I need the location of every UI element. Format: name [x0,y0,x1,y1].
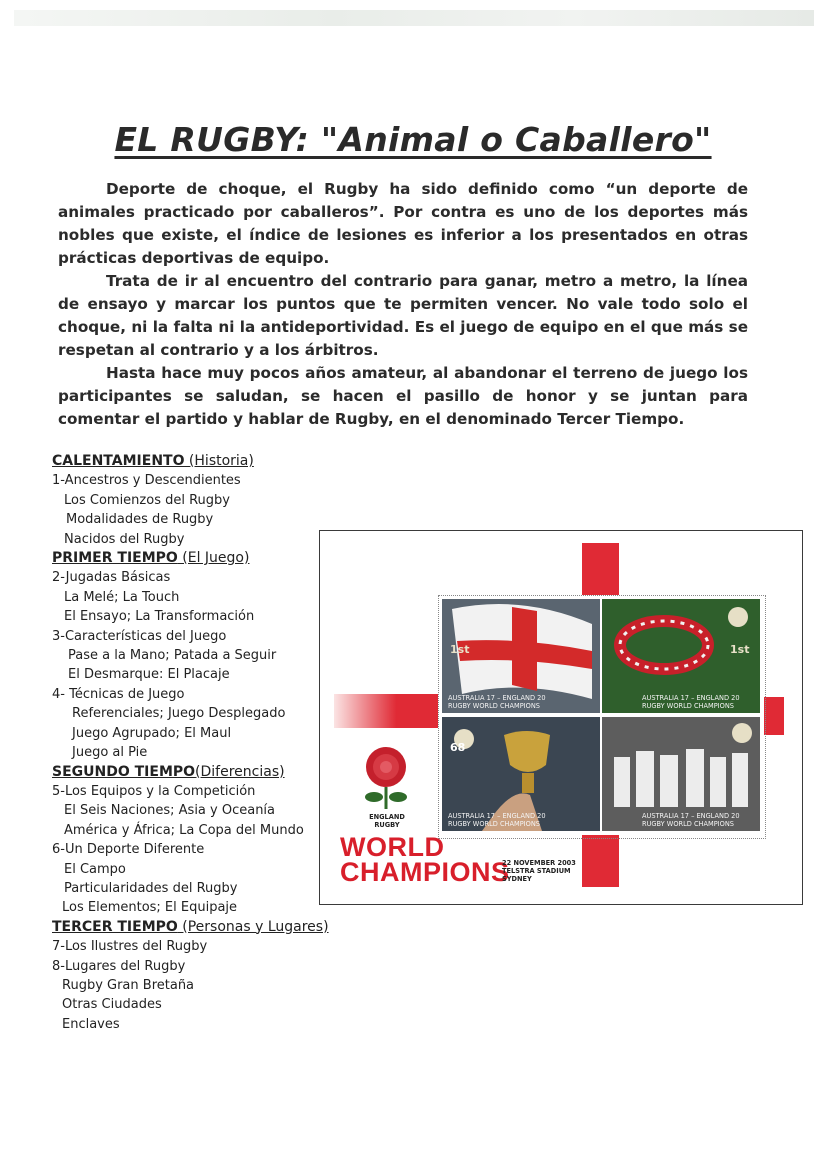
stamp-value: 68 [450,741,466,754]
toc-item: El Campo [64,861,126,877]
section-key: SEGUNDO TIEMPO [52,763,196,780]
stamp-sheet [319,530,803,905]
toc-item: El Seis Naciones; Asia y Oceanía [64,803,276,819]
cross-bottom [582,835,619,887]
section-key: PRIMER TIEMPO [52,550,178,567]
toc-item: El Desmarque: El Placaje [68,667,230,683]
toc-item: El Ensayo; La Transformación [64,609,255,625]
toc-item: América y África; La Copa del Mundo [64,822,304,838]
stamp-trophy [442,717,600,831]
scan-artifact-strip [14,10,814,26]
toc-item: Juego al Pie [72,745,148,761]
section-sub: (Historia) [184,453,254,469]
stamp-caption: AUSTRALIA 17 – ENGLAND 20 RUGBY WORLD CHAMPIONS [448,812,546,828]
toc-item: 5-Los Equipos y la Competición [52,783,256,799]
match-date: 22 NOVEMBER 2003 TELSTRA STADIUM SYDNEY [502,859,576,883]
cross-top [582,543,619,595]
table-of-contents [52,452,352,1034]
toc-item: Los Comienzos del Rugby [64,492,230,508]
rose-icon [356,743,416,813]
toc-item: 6-Un Deporte Diferente [52,842,205,858]
toc-item: Particularidades del Rugby [64,880,238,896]
intro-text [58,178,748,431]
england-label: ENGLAND RUGBY [369,813,405,829]
section-sub: (Personas y Lugares) [177,918,329,935]
stamp-value: 1st [450,643,470,656]
stamp-value: 1st [730,643,750,656]
stamp-caption: AUSTRALIA 17 – ENGLAND 20 RUGBY WORLD CHAMPIONS [642,694,740,710]
toc-item: 8-Lugares del Rugby [52,958,186,974]
stamp-huddle [602,599,760,713]
section-key: TERCER TIEMPO [52,918,178,935]
toc-item: Referenciales; Juego Desplegado [72,706,286,722]
toc-item: 7-Los Ilustres del Rugby [52,939,208,955]
world-champions-logo: WORLD CHAMPIONS [340,832,510,887]
section-calentamiento [52,452,352,471]
intro-paragraph-3: Hasta hace muy pocos años amateur, al abandonar el terreno de juego los participantes se saludan, se hacen el pasillo de honor y se juntan para comentar el partido y hablar de Rugby, en el denominado Tercer Tiempo. [58,364,748,428]
stamp-caption: AUSTRALIA 17 – ENGLAND 20 RUGBY WORLD CHAMPIONS [642,812,740,828]
section-key: CALENTAMIENTO [52,453,185,469]
toc-item: Modalidades de Rugby [66,512,214,528]
toc-item: 4- Técnicas de Juego [52,686,185,702]
page-title: EL RUGBY: "Animal o Caballero" [114,120,712,159]
toc-item: Otras Ciudades [62,997,162,1013]
toc-item: Nacidos del Rugby [64,531,185,547]
stamp-flag [442,599,600,713]
section-sub: (Diferencias) [195,763,285,780]
toc-item: 1-Ancestros y Descendientes [52,473,241,489]
section-tercer [52,918,352,937]
intro-paragraph-2: Trata de ir al encuentro del contrario para ganar, metro a metro, la línea de ensayo y marcar los puntos que te permiten vencer. No vale todo solo el choque, ni la falta ni la antideportividad. Es el juego de equipo en el que más se respetan al contrario y a los árbitros. [58,272,748,359]
section-sub: (El Juego) [177,550,250,567]
intro-paragraph-1: Deporte de choque, el Rugby ha sido definido como “un deporte de animales practicado por caballeros”. Por contra es uno de los deportes más nobles que existe, el índice de lesiones es inferior a los presentados en otras prácticas deportivas de equipo. [58,180,748,267]
cross-right [764,697,784,735]
toc-item: Juego Agrupado; El Maul [72,725,232,741]
stamp-team [602,717,760,831]
toc-item: La Melé; La Touch [64,589,180,605]
section-segundo [52,763,352,782]
toc-item: Pase a la Mano; Patada a Seguir [68,648,277,664]
section-primer [52,549,352,568]
toc-item: Enclaves [62,1016,120,1032]
toc-item: 2-Jugadas Básicas [52,570,171,586]
toc-item: Los Elementos; El Equipaje [62,900,238,916]
stamp-caption: AUSTRALIA 17 – ENGLAND 20 RUGBY WORLD CHAMPIONS [448,694,546,710]
toc-item: 3-Características del Juego [52,628,227,644]
toc-item: Rugby Gran Bretaña [62,977,195,993]
cross-left [334,694,438,728]
